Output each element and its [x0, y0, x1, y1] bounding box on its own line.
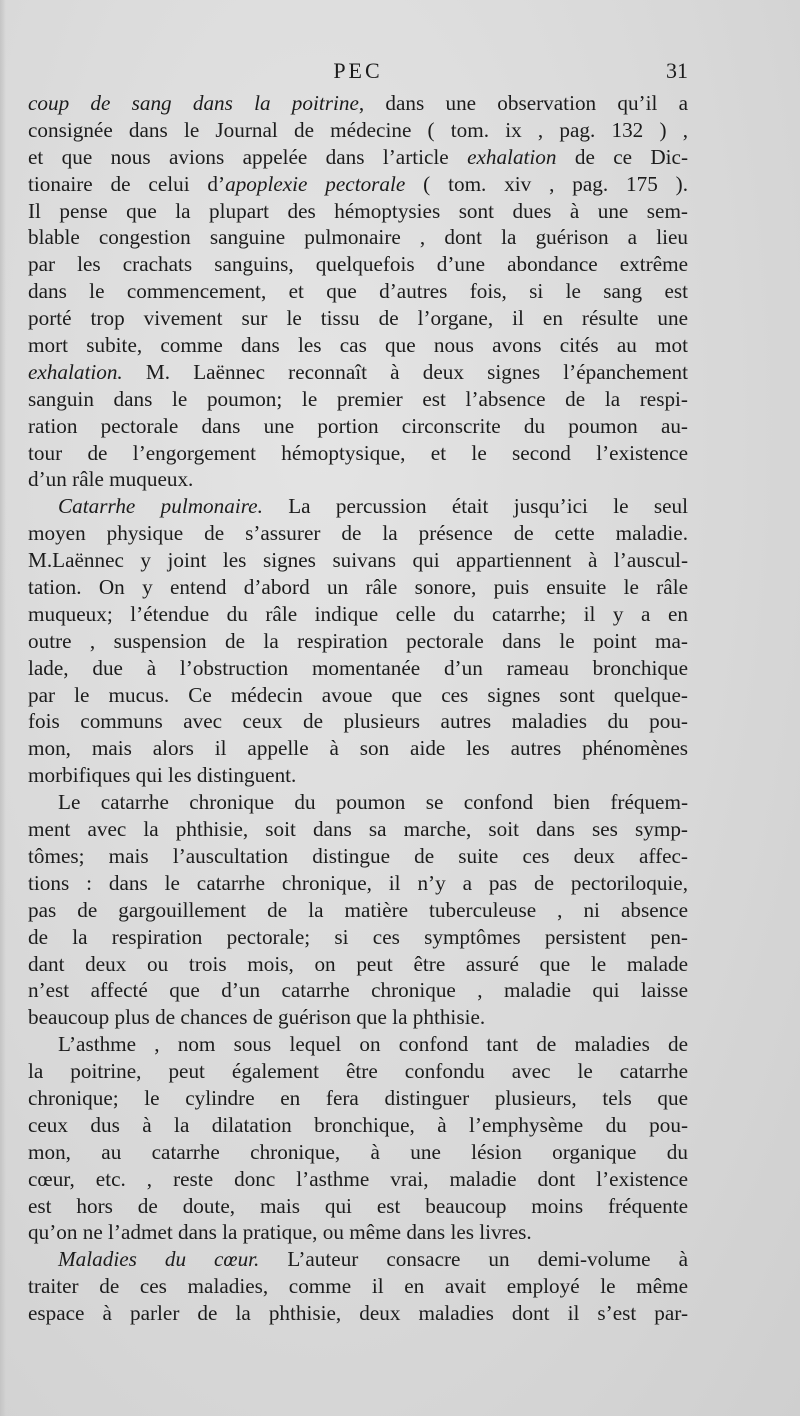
text-line [28, 547, 688, 574]
text-line [28, 1273, 688, 1300]
text-line [28, 251, 688, 278]
text-segment: par le mucus. Ce médecin avoue que ces signes sont quelque- [28, 682, 688, 707]
text-line [28, 1139, 688, 1166]
text-segment: Le catarrhe chronique du poumon se confond bien fréquem- [58, 790, 688, 815]
text-line [28, 1300, 688, 1327]
text-segment: ceux dus à la dilatation bronchique, à l’emphysème du pou- [28, 1112, 688, 1137]
text-line [28, 90, 688, 117]
text-line [28, 1166, 688, 1193]
text-segment: par les crachats sanguins, quelquefois d’une abondance extrême [28, 252, 688, 277]
text-line [28, 1246, 688, 1273]
text-segment: chronique; le cylindre en fera distinguer plusieurs, tels que [28, 1085, 688, 1110]
italic-text: exhalation. [28, 359, 123, 384]
text-segment: de la respiration pectorale; si ces symptômes persistent pen- [28, 924, 688, 949]
text-segment: ration pectorale dans une portion circonscrite du poumon au- [28, 413, 688, 438]
italic-text: apoplexie pectorale [225, 171, 406, 196]
text-line [28, 171, 688, 198]
text-segment: beaucoup plus de chances de guérison que la phthisie. [28, 1005, 486, 1030]
text-line [28, 1193, 688, 1220]
text-segment: tation. On y entend d’abord un râle sonore, puis ensuite le râle [28, 575, 688, 600]
text-segment: cœur, etc. , reste donc l’asthme vrai, maladie dont l’existence [28, 1166, 688, 1191]
text-segment: tour de l’engorgement hémoptysique, et le second l’existence [28, 440, 688, 465]
text-line [28, 870, 688, 897]
text-line [28, 413, 688, 440]
text-segment: lade, due à l’obstruction momentanée d’un rameau bronchique [28, 655, 688, 680]
text-segment: muqueux; l’étendue du râle indique celle du catarrhe; il y a en [28, 601, 688, 626]
text-line [28, 1058, 688, 1085]
text-segment: morbifiques qui les distinguent. [28, 763, 297, 788]
text-line [28, 1004, 688, 1031]
text-segment: traiter de ces maladies, comme il en avait employé le même [28, 1274, 688, 1299]
text-line [28, 1031, 688, 1058]
text-segment: L’auteur consacre un demi-volume à [259, 1247, 688, 1272]
text-line [28, 144, 688, 171]
text-segment: , dans une observation qu’il a [358, 91, 688, 115]
text-segment: espace à parler de la phthisie, deux maladies dont il s’est par- [28, 1301, 688, 1326]
text-line [28, 224, 688, 251]
text-segment: outre , suspension de la respiration pectorale dans le point ma- [28, 628, 688, 653]
text-line [28, 386, 688, 413]
text-segment: la poitrine, peut également être confondu avec le catarrhe [28, 1059, 688, 1084]
text-line [28, 440, 688, 467]
text-line [28, 359, 688, 386]
text-line [28, 708, 688, 735]
text-segment: dant deux ou trois mois, on peut être assuré que le malade [28, 951, 688, 976]
text-segment: tions : dans le catarrhe chronique, il n’y a pas de pectoriloquie, [28, 870, 688, 895]
text-line [28, 1112, 688, 1139]
text-segment: dans le commencement, et que d’autres fois, si le sang est [28, 279, 688, 304]
text-line [28, 466, 688, 493]
text-line [28, 843, 688, 870]
italic-text: exhalation [467, 144, 557, 169]
text-segment: n’est affecté que d’un catarrhe chronique , maladie qui laisse [28, 978, 688, 1003]
text-line [28, 601, 688, 628]
text-segment: mort subite, comme dans les cas que nous avons cités au mot [28, 333, 688, 358]
text-line [28, 117, 688, 144]
page-edge-shadow [0, 0, 6, 1416]
italic-text: coup de sang dans la poitrine [28, 91, 359, 115]
text-line [28, 789, 688, 816]
text-line [28, 574, 688, 601]
text-segment: M.Laënnec y joint les signes suivans qui appartiennent à l’auscul- [28, 548, 688, 573]
text-segment: pas de gargouillement de la matière tuberculeuse , ni absence [28, 897, 688, 922]
text-segment: blable congestion sanguine pulmonaire , dont la guérison a lieu [28, 225, 688, 250]
text-segment: et que nous avions appelée dans l’article [28, 144, 468, 169]
text-line [28, 305, 688, 332]
text-line [28, 278, 688, 305]
text-line [28, 682, 688, 709]
text-segment: qu’on ne l’admet dans la pratique, ou même dans les livres. [28, 1220, 532, 1245]
text-line [28, 628, 688, 655]
text-segment: La percussion était jusqu’ici le seul [262, 494, 688, 519]
text-segment: M. Laënnec reconnaît à deux signes l’épanchement [122, 359, 688, 384]
text-segment: moyen physique de s’assurer de la présence de cette maladie. [28, 521, 688, 546]
text-line [28, 655, 688, 682]
text-segment: consignée dans le Journal de médecine ( tom. ix , pag. 132 ) , [28, 117, 688, 142]
text-segment: ( tom. xiv , pag. 175 ). [405, 171, 688, 196]
text-line [28, 816, 688, 843]
text-line [28, 897, 688, 924]
page-header [28, 58, 688, 88]
text-segment: mon, au catarrhe chronique, à une lésion organique du [28, 1139, 688, 1164]
text-line [28, 735, 688, 762]
text-segment: L’asthme , nom sous lequel on confond tant de maladies de [58, 1032, 688, 1057]
text-segment: fois communs avec ceux de plusieurs autres maladies du pou- [28, 709, 688, 734]
text-line [28, 1219, 688, 1246]
running-head: PEC [333, 58, 383, 83]
text-segment: est hors de doute, mais qui est beaucoup moins fréquente [28, 1193, 688, 1218]
text-segment: ment avec la phthisie, soit dans sa marche, soit dans ses symp- [28, 817, 688, 842]
text-segment: tômes; mais l’auscultation distingue de suite ces deux affec- [28, 843, 688, 868]
text-segment: d’un râle muqueux. [28, 467, 194, 492]
text-segment: porté trop vivement sur le tissu de l’organe, il en résulte une [28, 306, 688, 331]
text-segment: de ce Dic- [556, 144, 688, 169]
page-number: 31 [666, 58, 688, 83]
text-segment: sanguin dans le poumon; le premier est l’absence de la respi- [28, 386, 688, 411]
text-line [28, 951, 688, 978]
italic-text: Maladies du cœur. [58, 1247, 260, 1272]
text-line [28, 493, 688, 520]
text-segment: mon, mais alors il appelle à son aide les autres phénomènes [28, 736, 688, 761]
text-line [28, 198, 688, 225]
text-segment: tionaire de celui d’ [28, 171, 226, 196]
italic-text: Catarrhe pulmonaire. [58, 494, 263, 519]
text-line [28, 977, 688, 1004]
text-segment: Il pense que la plupart des hémoptysies sont dues à une sem- [28, 198, 688, 223]
text-line [28, 1085, 688, 1112]
text-line [28, 520, 688, 547]
text-line [28, 332, 688, 359]
text-line [28, 762, 688, 789]
text-line [28, 924, 688, 951]
body-text [28, 90, 688, 1327]
